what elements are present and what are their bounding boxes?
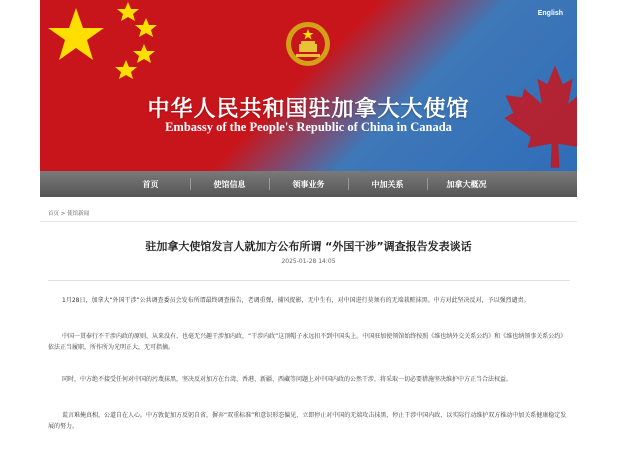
header-banner	[40, 0, 577, 171]
english-language-link[interactable]: English	[537, 10, 563, 17]
nav-item-home[interactable]: 首页	[142, 179, 159, 189]
site-title-chinese: 中华人民共和国驻加拿大大使馆	[147, 96, 470, 122]
site-title-english: Embassy of the People's Republic of China in Canada	[165, 120, 452, 134]
nav-item-about-canada[interactable]: 加拿大概况	[446, 179, 487, 189]
national-emblem-icon	[284, 20, 332, 68]
article-paragraph: 1月28日，加拿大“外国干涉”公共调查委员会发布所谓最终调查报告，老调重弹，捕风捉影，无中生有，对中国进行莫须有的无端栽赃抹黑。中方对此坚决反对，予以强烈谴责。	[62, 297, 530, 304]
breadcrumb-current-link[interactable]: 使馆新闻	[67, 211, 90, 217]
article-divider	[48, 280, 570, 281]
article-date: 2025-01-28 14:05	[281, 258, 336, 265]
nav-item-china-canada-relations[interactable]: 中加关系	[371, 179, 404, 189]
breadcrumb	[48, 209, 89, 217]
breadcrumb-home-link[interactable]: 首页	[48, 211, 60, 217]
nav-item-consular[interactable]: 领事业务	[292, 179, 325, 189]
article-title: 驻加拿大使馆发言人就加方公布所谓 “外国干涉”调查报告发表谈话	[145, 240, 472, 253]
article-paragraph: 谎言难掩真相，公道自在人心。中方敦促加方反躬自省，摒弃“双重标准”和意识形态偏见，立即停止对中国的无端攻击抹黑，停止干涉中国内政，以实际行动维护双方推动中加关系健康稳定发展的努力。	[48, 412, 567, 430]
breadcrumb-separator: >	[59, 211, 68, 217]
article-paragraph: 同时，中方绝不接受任何对中国的污蔑抹黑，坚决反对加方在台湾、香港、新疆、西藏等问题上对中国内政的公然干涉，将采取一切必要措施坚决维护中方正当合法权益。	[62, 376, 513, 383]
article-paragraph: 中国一贯奉行不干涉内政的原则，从来没有、也毫无兴趣干涉加内政，“干涉内政”这顶帽子永远扣不到中国头上。中国驻加使领馆始终按照《维也纳外交关系公约》和《维也纳领事关系公约》依法正当履职，所作所为光明正大，无可指摘。	[48, 333, 567, 351]
main-nav	[40, 171, 577, 197]
breadcrumb-divider	[40, 221, 577, 222]
nav-item-embassy-info[interactable]: 使馆信息	[213, 179, 246, 189]
